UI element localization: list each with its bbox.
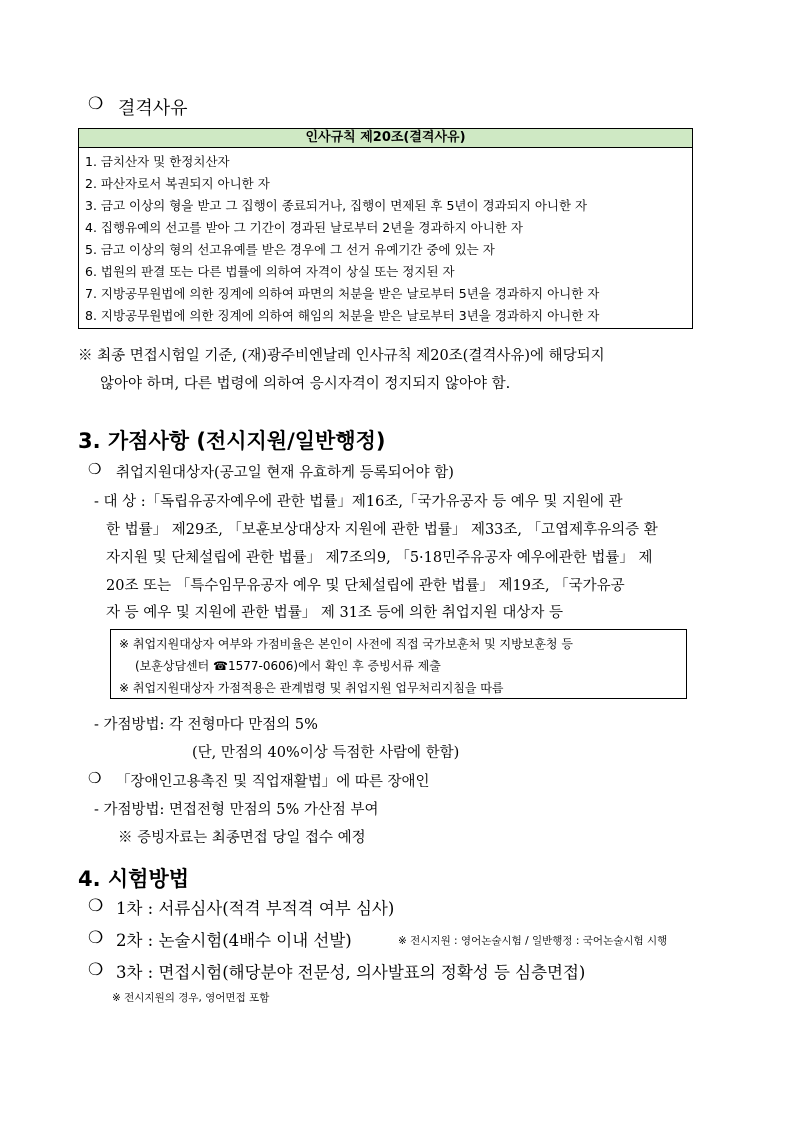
exam-step-1: 1차 : 서류심사(적격 부적격 여부 심사): [116, 899, 395, 918]
exam-step-2-note: ※ 전시지원 : 영어논술시험 / 일반행정 : 국어논술시험 시행: [398, 935, 668, 947]
employment-bonus-condition: (단, 만점의 40%이상 득점한 사람에 한함): [192, 745, 460, 761]
disabled-bonus-note: ※ 증빙자료는 최종면접 당일 접수 예정: [118, 830, 366, 846]
rule-row: 4. 집행유예의 선고를 받아 그 기간이 경과된 날로부터 2년을 경과하지 아니한 자: [85, 220, 523, 235]
info-box-line: ※ 취업지원대상자 여부와 가점비율은 본인이 사전에 직접 국가보훈처 및 지방보훈청 등: [119, 637, 573, 651]
rule-table-title: 인사규칙 제20조(결격사유): [79, 129, 692, 148]
rule-row: 6. 법원의 판결 또는 다른 법률에 의하여 자격이 상실 또는 정지된 자: [85, 264, 455, 279]
exam-footnote: ※ 전시지원의 경우, 영어면접 포함: [112, 992, 270, 1004]
circle-bullet-icon: ❍: [88, 928, 104, 948]
employment-support-title: 취업지원대상자(공고일 현재 유효하게 등록되어야 함): [116, 465, 454, 481]
section-heading-exam: 4. 시험방법: [78, 867, 190, 891]
circle-bullet-icon: ❍: [88, 769, 102, 787]
target-line: 자 등 예우 및 지원에 관한 법률」 제 31조 등에 의한 취업지원 대상자 등: [106, 605, 564, 621]
disabled-title: 「장애인고용촉진 및 직업재활법」에 따른 장애인: [116, 774, 430, 790]
info-box-line: ※ 취업지원대상자 가점적용은 관계법령 및 취업지원 업무처리지침을 따름: [119, 681, 504, 695]
section-title-disqualification: 결격사유: [118, 98, 188, 119]
rule-row: 2. 파산자로서 복권되지 아니한 자: [85, 176, 270, 191]
rule-table: [78, 128, 693, 329]
info-box-line: (보훈상담센터 ☎1577-0606)에서 확인 후 증빙서류 제출: [135, 659, 441, 673]
circle-bullet-icon: ❍: [88, 460, 102, 478]
rule-row: 8. 지방공무원법에 의한 징계에 의하여 해임의 처분을 받은 날로부터 3년을 경과하지 아니한 자: [85, 308, 600, 323]
section-heading-bonus: 3. 가점사항 (전시지원/일반행정): [78, 429, 386, 453]
rule-row: 7. 지방공무원법에 의한 징계에 의하여 파면의 처분을 받은 날로부터 5년을 경과하지 아니한 자: [85, 286, 600, 301]
circle-bullet-icon: ❍: [88, 94, 104, 114]
rule-row: 5. 금고 이상의 형의 선고유예를 받은 경우에 그 선거 유예기간 중에 있는 자: [85, 242, 495, 257]
employment-info-box: [110, 629, 687, 699]
exam-step-2: 2차 : 논술시험(4배수 이내 선발): [116, 931, 352, 950]
exam-step-3: 3차 : 면접시험(해당분야 전문성, 의사발표의 정확성 등 심층면접): [116, 963, 586, 982]
target-line: 20조 또는 「특수임무유공자 예우 및 단체설립에 관한 법률」 제19조, 「국가유공: [106, 578, 625, 594]
disabled-bonus-method: - 가점방법: 면접전형 만점의 5% 가산점 부여: [94, 802, 379, 818]
rule-row: 1. 금치산자 및 한정치산자: [85, 154, 230, 169]
target-line: 자지원 및 단체설립에 관한 법률」 제7조의9, 「5·18민주유공자 예우에관한 법률」 제: [106, 550, 653, 566]
target-line: - 대 상 :「독립유공자예우에 관한 법률」제16조,「국가유공자 등 예우 및 지원에 관: [94, 494, 623, 510]
disqualification-note-line2: 않아야 하며, 다른 법령에 의하여 응시자격이 정지되지 않아야 함.: [100, 376, 511, 392]
circle-bullet-icon: ❍: [88, 960, 104, 980]
rule-row: 3. 금고 이상의 형을 받고 그 집행이 종료되거나, 집행이 면제된 후 5년이 경과되지 아니한 자: [85, 198, 588, 213]
target-line: 한 법률」 제29조, 「보훈보상대상자 지원에 관한 법률」 제33조, 「고엽제후유의증 환: [106, 522, 658, 538]
employment-bonus-method: - 가점방법: 각 전형마다 만점의 5%: [94, 717, 318, 733]
disqualification-note-line1: ※ 최종 면접시험일 기준, (재)광주비엔날레 인사규칙 제20조(결격사유)에 해당되지: [78, 348, 605, 364]
circle-bullet-icon: ❍: [88, 896, 104, 916]
